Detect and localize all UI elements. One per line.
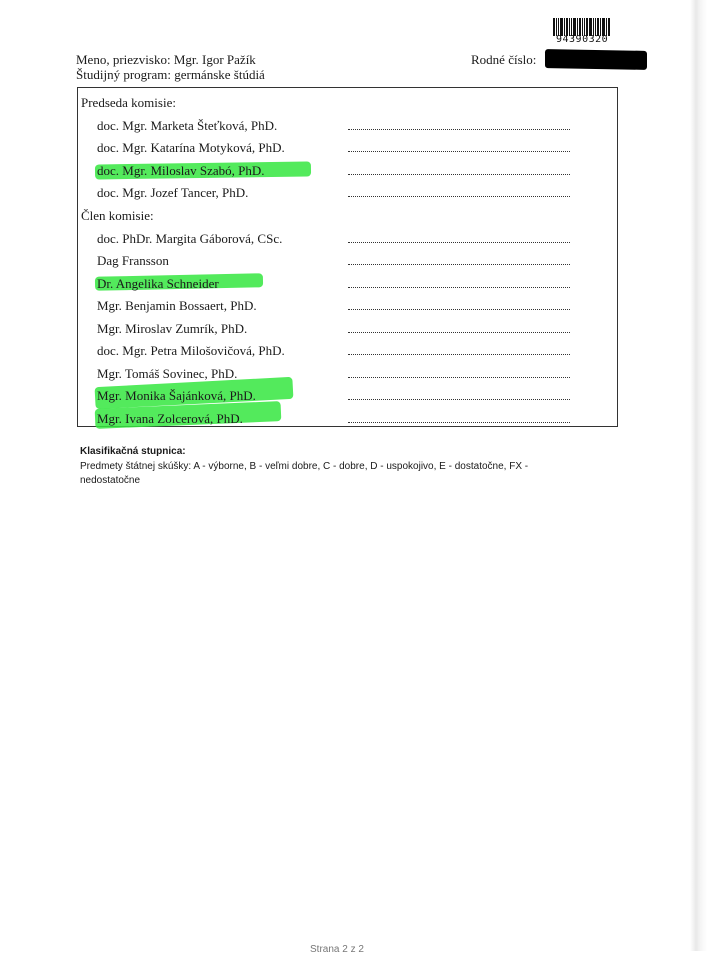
- redacted-birth-number: [545, 49, 647, 70]
- signature-line: [348, 353, 570, 355]
- committee-member-name: doc. Mgr. Miloslav Szabó, PhD.: [97, 163, 265, 178]
- chair-section-label: Predseda komisie:: [81, 95, 176, 110]
- committee-member-name: Mgr. Tomáš Sovinec, PhD.: [97, 366, 238, 381]
- signature-line: [348, 173, 570, 175]
- name-label: Meno, priezvisko:: [76, 52, 171, 67]
- committee-member-name: doc. Mgr. Marketa Šteťková, PhD.: [97, 118, 278, 133]
- program-label: Študijný program:: [76, 67, 171, 82]
- grading-scale-title: Klasifikačná stupnica:: [80, 446, 186, 457]
- signature-line: [348, 308, 570, 310]
- signature-line: [348, 421, 570, 423]
- committee-member-name: Mgr. Miroslav Zumrík, PhD.: [97, 321, 248, 336]
- signature-line: [348, 241, 570, 243]
- barcode-number: 94390320: [556, 34, 609, 45]
- birth-number-label: Rodné číslo:: [471, 52, 537, 67]
- signature-line: [348, 376, 570, 378]
- name-value: Mgr. Igor Pažík: [173, 52, 256, 67]
- signature-line: [348, 331, 570, 333]
- page-edge-shadow: [690, 0, 707, 951]
- student-name-line: [76, 52, 256, 68]
- committee-member-name: doc. PhDr. Margita Gáborová, CSc.: [97, 231, 283, 246]
- committee-member-name: Dr. Angelika Schneider: [97, 276, 219, 291]
- committee-member-name: doc. Mgr. Jozef Tancer, PhD.: [97, 185, 249, 200]
- committee-member-name: Mgr. Ivana Zolcerová, PhD.: [97, 411, 243, 426]
- signature-line: [348, 150, 570, 152]
- signature-line: [348, 128, 570, 130]
- committee-member-name: Mgr. Benjamin Bossaert, PhD.: [97, 298, 257, 313]
- signature-line: [348, 286, 570, 288]
- committee-member-name: doc. Mgr. Petra Milošovičová, PhD.: [97, 343, 285, 358]
- grading-scale-text: Predmety štátnej skúšky: A - výborne, B - veľmi dobre, C - dobre, D - uspokojivo, E - dostatočne, FX - nedostatočne: [80, 461, 529, 486]
- study-program-line: [76, 67, 265, 83]
- signature-line: [348, 263, 570, 265]
- committee-member-name: Dag Fransson: [97, 253, 169, 268]
- signature-line: [348, 398, 570, 400]
- signature-line: [348, 195, 570, 197]
- committee-member-name: Mgr. Monika Šajánková, PhD.: [97, 388, 256, 403]
- member-section-label: Člen komisie:: [81, 208, 154, 223]
- page-number: Strana 2 z 2: [310, 944, 364, 955]
- program-value: germánske štúdiá: [174, 67, 265, 82]
- committee-member-name: doc. Mgr. Katarína Motyková, PhD.: [97, 140, 285, 155]
